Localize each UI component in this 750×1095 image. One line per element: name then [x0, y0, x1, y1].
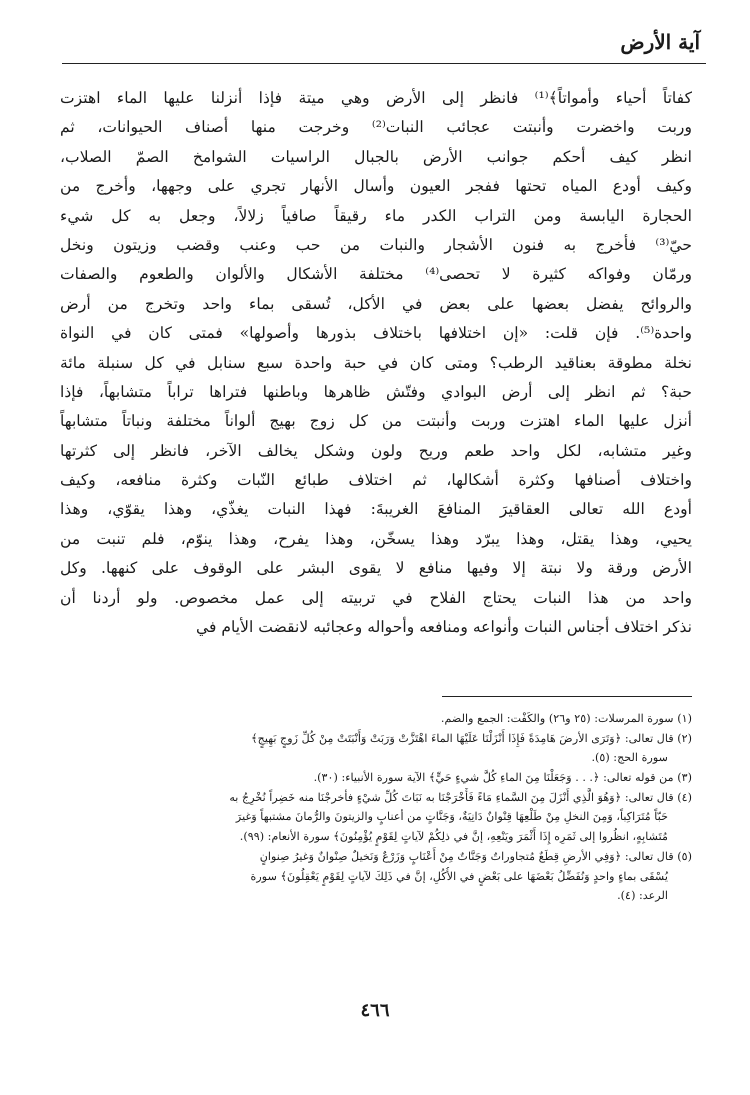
- text-line: يحيي، وهذا يقتل، وهذا يبرّد وهذا يسخّن، وهذا يفرح، وهذا ينوّم، فلم تنبت من: [60, 529, 692, 548]
- text-line: نخلة مطوقة بعناقيد الرطب؟ ومتى كان في حبة واحدة سبع سنابل في كل سنبلة مائة: [60, 353, 692, 372]
- text-line: واحدة⁽⁵⁾. فإن قلت: «إن اختلافها باختلاف بذورها وأصولها» فمتى كان في النواة: [60, 324, 692, 343]
- footnote-5-continuation: الرعد: (٤).: [617, 889, 668, 903]
- header-rule: [62, 63, 706, 64]
- footnote-separator: [442, 696, 692, 697]
- text-line: الحجارة اليابسة ومن التراب الكدر ماء رقيقاً صافياً زلالاً، وجعل به كل شيء: [60, 206, 692, 225]
- running-title: آية الأرض: [620, 30, 700, 54]
- footnote-5: (٥) قال تعالى: ﴿وَفِي الأرضِ قِطَعٌ مُتجاوراتٌ وَجَنَّاتٌ مِنْ أَعْنَابٍ وَزَرْعٌ وَنَخيلٌ صِنْوانٌ وَغيرُ صِنوانٍ: [259, 849, 692, 863]
- text-line: نذكر اختلاف أجناس النبات وأنواعه ومنافعه وأحواله وعجائبه لانقضت الأيام في: [195, 618, 692, 637]
- text-line: ورمّان وفواكه كثيرة لا تحصى⁽⁴⁾ مختلفة الأشكال والألوان والطعوم والصفات: [60, 265, 692, 284]
- text-line: حبة؟ ثم انظر إلى أرض البوادي وفتّش ظاهرها وباطنها فتراها تراباً متشابهاً، فإذا: [60, 382, 692, 401]
- footnote-1: (١) سورة المرسلات: (٢٥ و٢٦) والكَفْت: الجمع والضم.: [440, 712, 692, 725]
- footnote-2: (٢) قال تعالى: ﴿وَتَرَى الأرضَ هَامِدَةً فَإِذَا أَنْزَلْنَا عَلَيْهَا الماءَ اهْتَزَّتْ وَرَبَتْ وَأَنْبَتَتْ مِنْ كُلِّ زَوجٍ بَهِيجٍ﴾: [251, 731, 692, 745]
- text-line: وكيف أودع المياه تحتها ففجر العيون وأسال الأنهار تجري على وجهها، وأخرج من: [60, 177, 692, 196]
- text-line: وغير متشابه، لكل واحد طعم وريح ولون وشكل يخالف الآخر، فانظر إلى كثرتها: [60, 441, 692, 460]
- text-line: واختلاف أصنافها وكثرة أشكالها، ثم اختلاف طبائع النّبات وكثرة منافعه، وكيف: [60, 471, 692, 490]
- text-line: والروائح يفضل بعضها على بعض في الأكل، تُسقى بماء واحد وتخرج من أرض: [60, 294, 692, 313]
- footnote-4-continuation: مُتَشابِهٍ، انظُروا إلى ثَمَرِه إِذَا أَثْمَرَ ويَنْعِهِ، إنَّ في ذلِكُمْ لآياتٍ لِقَوْمٍ يُؤْمِنُونَ﴾ سورة الأنعام: (٩٩).: [239, 830, 668, 844]
- footnote-3: (٣) من قوله تعالى: ﴿. . . وَجَعَلْنَا مِنَ الماءِ كُلَّ شيءٍ حَيٍّ﴾ الآية سورة الأنبياء: (٣٠).: [313, 771, 692, 785]
- text-line: حيّ⁽³⁾ فأخرج به فنون الأشجار والنبات من حب وعنب وقضب وزيتون ونخل: [60, 235, 692, 254]
- footnote-4-continuation: حَبّاً مُتَرَاكِباً، وَمِنَ النخلِ مِنْ طَلْعِهَا قِنْوانٌ دَانِيَةٌ، وَجَنَّاتٍ من أعنابٍ والزيتونَ والرُّمانَ مشتبهاً وَغيرَ: [235, 810, 668, 824]
- text-line: أودع الله تعالى العقاقيرَ المنافعَ الغريبةَ: فهذا النبات يغذّي، وهذا يقوّي، وهذا: [60, 500, 692, 519]
- text-line: الأرض ورقة ولا نبتة إلا وفيها منافع لا يقوى البشر على الوقوف على كنهها. وكل: [60, 559, 692, 578]
- footnote-4: (٤) قال تعالى: ﴿وَهُوَ الَّذِي أَنْزَلَ مِنَ السَّماءِ مَاءً فَأَخْرَجْنَا به نَبَاتَ كُلِّ شيْءٍ فأخرجْنَا منه خَضِراً نُخْرِجُ به: [229, 790, 692, 804]
- page-number: ٤٦٦: [360, 1000, 390, 1021]
- footnotes: [60, 709, 692, 906]
- text-line: أنزل عليها الماء اهتزت وربت وأنبتت من كل زوج بهيج ألواناً مختلفة ونباتاً متشابهاً: [60, 412, 692, 431]
- main-text: [60, 84, 692, 642]
- text-line: وربت واخضرت وأنبتت عجائب النبات⁽²⁾ وخرجت منها أصناف الحيوانات، ثم: [60, 118, 692, 137]
- footnote-5-continuation: يُسْقَى بماءٍ واحدٍ وَنُفَضِّلُ بَعْضَهَا على بَعْضٍ في الأُكُلِ، إنَّ في ذَلِكَ لآياتٍ لِقَوْمٍ يَعْقِلُونَ﴾ سورة: [250, 869, 668, 883]
- text-line: كفاتاً أحياء وأمواتاً﴾⁽¹⁾ فانظر إلى الأرض وهي ميتة فإذا أنزلنا عليها الماء اهتزت: [60, 89, 692, 107]
- text-line: انظر كيف أحكم جوانب الأرض بالجبال الراسيات الشوامخ الصمّ الصلاب،: [60, 147, 692, 166]
- text-line: واحد من هذا النبات يحتاج الفلاح في تربيته إلى عمل مخصوص. ولو أردنا أن: [60, 588, 692, 607]
- footnote-2-continuation: سورة الحج: (٥).: [591, 751, 668, 765]
